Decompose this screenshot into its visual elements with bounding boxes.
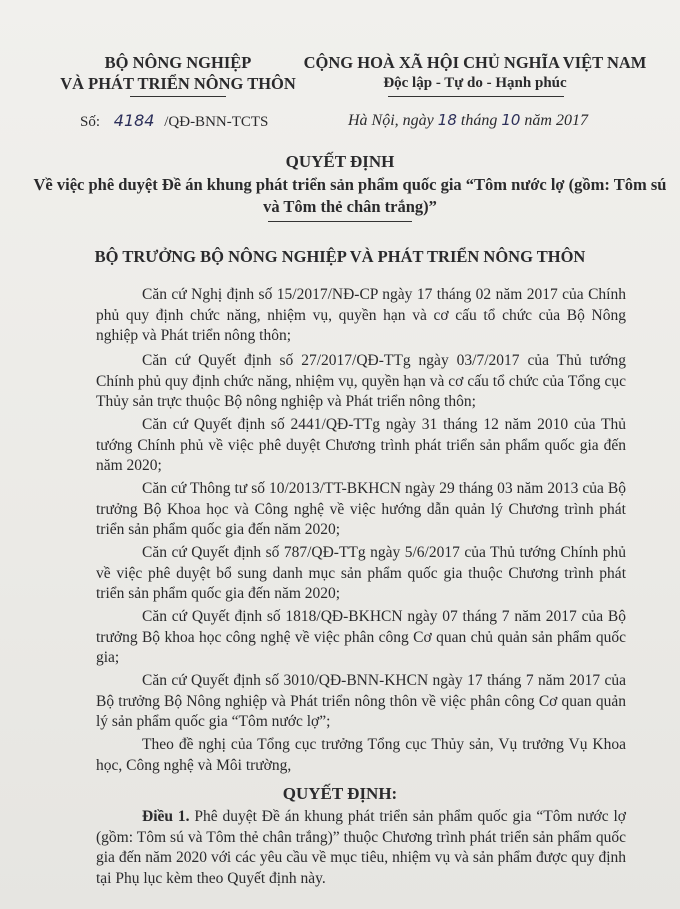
date-year: năm 2017 — [524, 112, 588, 129]
country-header — [300, 52, 650, 94]
issuing-authority: BỘ TRƯỞNG BỘ NÔNG NGHIỆP VÀ PHÁT TRIỂN NÔNG THÔN — [94, 247, 586, 266]
motto-underline — [388, 96, 564, 97]
ministry-line-1: BỘ NÔNG NGHIỆP — [104, 53, 252, 72]
date-month-label: tháng — [460, 112, 498, 129]
document-subtitle: Về việc phê duyệt Đề án khung phát triển sản phẩm quốc gia “Tôm nước lợ (gồm: Tôm sú và Tôm thẻ chân trắng)” — [33, 175, 667, 216]
number-label: Số: — [80, 114, 101, 130]
ministry-header — [58, 52, 298, 94]
article-1 — [96, 807, 626, 889]
date-month: 10 — [501, 111, 521, 129]
subtitle-underline — [268, 221, 412, 222]
decision-heading: QUYẾT ĐỊNH: — [282, 784, 398, 803]
article-1-text: Phê duyệt Đề án khung phát triển sản phẩm quốc gia “Tôm nước lợ (gồm: Tôm sú và Tôm thẻ chân trắng)” thuộc Chương trình phát triển sản phẩm quốc gia đến năm 2020 với các yêu cầu về mục tiêu, nhiệm vụ và sản phẩm được quy định tại Phụ lục kèm theo Quyết định này. — [96, 808, 626, 887]
date-prefix: Hà Nội, ngày — [348, 112, 434, 129]
paragraph-8: Theo đề nghị của Tổng cục trưởng Tổng cục Thủy sản, Vụ trưởng Vụ Khoa học, Công nghệ và Môi trường, — [96, 736, 626, 774]
ministry-line-2: VÀ PHÁT TRIỂN NÔNG THÔN — [60, 74, 296, 93]
number-suffix: /QĐ-BNN-TCTS — [164, 114, 269, 130]
national-motto: Độc lập - Tự do - Hạnh phúc — [383, 75, 567, 91]
paragraph-7: Căn cứ Quyết định số 3010/QĐ-BNN-KHCN ngày 17 tháng 7 năm 2017 của Bộ trưởng Bộ Nông nghiệp và Phát triển nông thôn về việc phân công Cơ quan quản lý sản phẩm quốc gia “Tôm nước lợ”; — [96, 672, 626, 731]
document-number — [80, 111, 268, 131]
paragraph-2: Căn cứ Quyết định số 27/2017/QĐ-TTg ngày 03/7/2017 của Thủ tướng Chính phủ quy định chức năng, nhiệm vụ, quyền hạn và cơ cấu tổ chức của Tổng cục Thủy sản trực thuộc Bộ nông nghiệp và Phát triển nông thôn; — [96, 352, 626, 411]
paragraph-5: Căn cứ Quyết định số 787/QĐ-TTg ngày 5/6/2017 của Thủ tướng Chính phủ về việc phê duyệt bổ sung danh mục sản phẩm quốc gia thuộc Chương trình phát triển sản phẩm quốc gia đến năm 2020; — [96, 544, 626, 603]
document-title: QUYẾT ĐỊNH — [285, 152, 395, 171]
handwritten-number: 4184 — [113, 111, 155, 130]
date-day: 18 — [437, 111, 457, 129]
paragraph-3: Căn cứ Quyết định số 2441/QĐ-TTg ngày 31 tháng 12 năm 2010 của Thủ tướng Chính phủ về việc phê duyệt Chương trình phát triển sản phẩm quốc gia đến năm 2020; — [96, 416, 626, 475]
paragraph-1: Căn cứ Nghị định số 15/2017/NĐ-CP ngày 17 tháng 02 năm 2017 của Chính phủ quy định chức năng, nhiệm vụ, quyền hạn và cơ cấu tổ chức của Bộ Nông nghiệp và Phát triển nông thôn; — [96, 286, 626, 345]
document-date — [348, 111, 588, 130]
article-1-label: Điều 1. — [142, 808, 190, 825]
paragraph-4: Căn cứ Thông tư số 10/2013/TT-BKHCN ngày 29 tháng 03 năm 2013 của Bộ trưởng Bộ Khoa học và Công nghệ về việc hướng dẫn quản lý Chương trình phát triển sản phẩm quốc gia đến năm 2020; — [96, 480, 626, 539]
paragraph-6: Căn cứ Quyết định số 1818/QĐ-BKHCN ngày 07 tháng 7 năm 2017 của Bộ trưởng Bộ khoa học công nghệ về việc phân công Cơ quan chủ quản sản phẩm quốc gia; — [96, 608, 626, 667]
ministry-underline — [130, 96, 226, 97]
country-name: CỘNG HOÀ XÃ HỘI CHỦ NGHĨA VIỆT NAM — [303, 53, 647, 72]
